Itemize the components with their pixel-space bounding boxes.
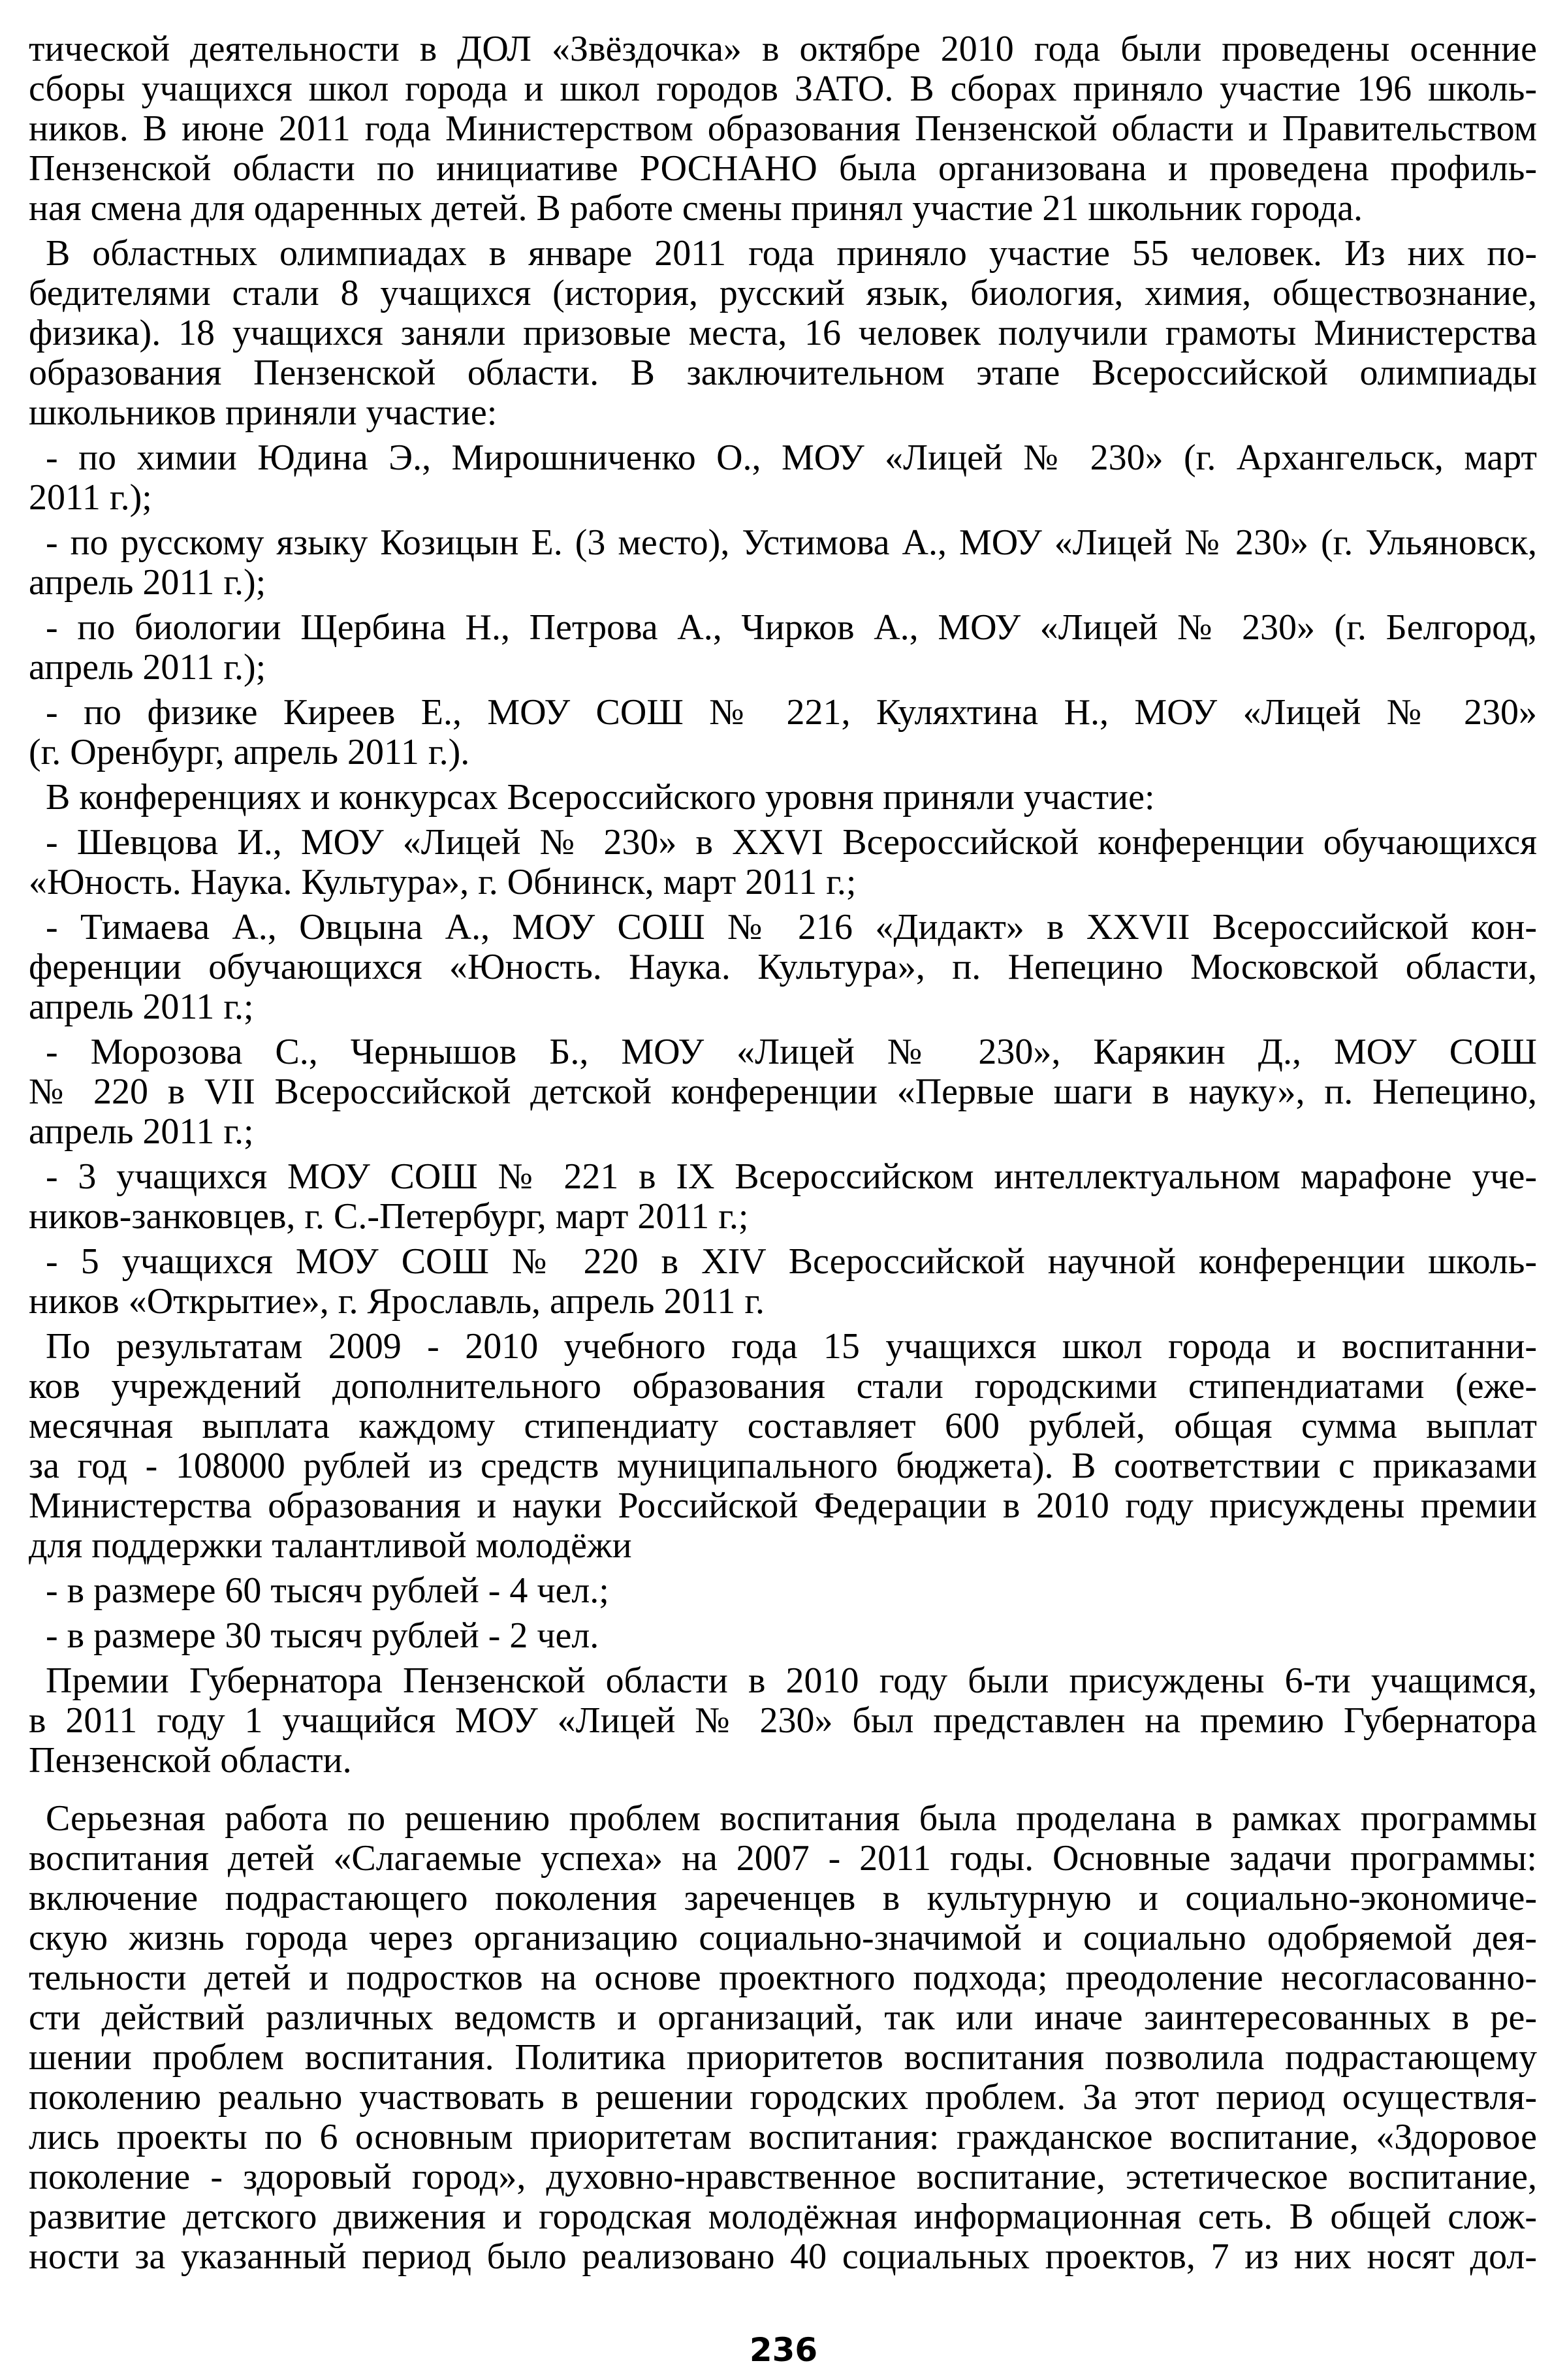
text-line: воспитания детей «Слагаемые успеха» на 2007 - 2011 годы. Основные задачи программы: bbox=[29, 1838, 1537, 1879]
page-number: 236 bbox=[749, 2331, 818, 2369]
text-line: № 220 в VII Всероссийской детской конференции «Первые шаги в науку», п. Непецино, bbox=[29, 1071, 1537, 1112]
text-line: Министерства образования и науки Российской Федерации в 2010 году присуждены премии bbox=[29, 1485, 1537, 1526]
text-line: В областных олимпиадах в январе 2011 года приняло участие 55 человек. Из них по- bbox=[46, 233, 1537, 274]
text-line: ференции обучающихся «Юность. Наука. Культура», п. Непецино Московской области, bbox=[29, 947, 1537, 987]
text-line: 2011 г.); bbox=[29, 477, 152, 518]
text-line: - по химии Юдина Э., Мирошниченко О., МОУ «Лицей № 230» (г. Архангельск, март bbox=[46, 437, 1537, 478]
text-line: шении проблем воспитания. Политика приоритетов воспитания позволила подрастающему bbox=[29, 2037, 1537, 2078]
text-line: ников-занковцев, г. С.-Петербург, март 2011 г.; bbox=[29, 1196, 749, 1237]
text-line: - по русскому языку Козицын Е. (3 место), Устимова А., МОУ «Лицей № 230» (г. Ульяновск, bbox=[46, 522, 1537, 563]
text-line: апрель 2011 г.); bbox=[29, 647, 266, 688]
text-line: лись проекты по 6 основным приоритетам воспитания: гражданское воспитание, «Здоровое bbox=[29, 2117, 1537, 2157]
text-line: за год - 108000 рублей из средств муниципального бюджета). В соответствии с приказами bbox=[29, 1446, 1537, 1486]
text-line: - по биологии Щербина Н., Петрова А., Чирков А., МОУ «Лицей № 230» (г. Белгород, bbox=[46, 607, 1537, 648]
text-line: - Шевцова И., МОУ «Лицей № 230» в XXVI Всероссийской конференции обучающихся bbox=[46, 822, 1537, 863]
text-line: апрель 2011 г.; bbox=[29, 987, 254, 1027]
text-line: ков учреждений дополнительного образования стали городскими стипендиатами (еже- bbox=[29, 1366, 1537, 1406]
paragraph bbox=[29, 1799, 1537, 2277]
paragraph bbox=[29, 778, 1537, 817]
text-line: бедителями стали 8 учащихся (история, русский язык, биология, химия, обществознание, bbox=[29, 273, 1537, 313]
text-line: физика). 18 учащихся заняли призовые места, 16 человек получили грамоты Министерства bbox=[29, 313, 1537, 353]
paragraph bbox=[29, 908, 1537, 1027]
text-line: в 2011 году 1 учащийся МОУ «Лицей № 230» был представлен на премию Губернатора bbox=[29, 1700, 1537, 1741]
paragraph bbox=[29, 608, 1537, 688]
paragraph bbox=[29, 1242, 1537, 1322]
paragraph bbox=[29, 523, 1537, 603]
text-line: - 5 учащихся МОУ СОШ № 220 в XIV Всероссийской научной конференции школь- bbox=[46, 1241, 1537, 1282]
text-line: ная смена для одаренных детей. В работе смены принял участие 21 школьник города. bbox=[29, 188, 1363, 229]
text-line: апрель 2011 г.); bbox=[29, 562, 266, 603]
text-line: - Тимаева А., Овцына А., МОУ СОШ № 216 «Дидакт» в XXVII Всероссийской кон- bbox=[46, 907, 1537, 947]
text-line: Премии Губернатора Пензенской области в 2010 году были присуждены 6-ти учащимся, bbox=[46, 1660, 1537, 1701]
text-line: - по физике Киреев Е., МОУ СОШ № 221, Куляхтина Н., МОУ «Лицей № 230» bbox=[46, 692, 1537, 733]
text-line: Пензенской области по инициативе РОСНАНО была организована и проведена профиль- bbox=[29, 148, 1537, 189]
text-line: поколению реально участвовать в решении городских проблем. За этот период осуществля- bbox=[29, 2077, 1537, 2118]
text-line: - в размере 60 тысяч рублей - 4 чел.; bbox=[46, 1570, 609, 1611]
text-line: - в размере 30 тысяч рублей - 2 чел. bbox=[46, 1615, 599, 1656]
text-line: апрель 2011 г.; bbox=[29, 1111, 254, 1152]
paragraph bbox=[29, 1327, 1537, 1566]
text-line: ности за указанный период было реализовано 40 социальных проектов, 7 из них носят дол- bbox=[29, 2236, 1537, 2277]
text-line: образования Пензенской области. В заключительном этапе Всероссийской олимпиады bbox=[29, 353, 1537, 393]
text-line: поколение - здоровый город», духовно-нравственное воспитание, эстетическое воспитание, bbox=[29, 2157, 1537, 2197]
text-line: Пензенской области. bbox=[29, 1740, 352, 1781]
text-line: развитие детского движения и городская молодёжная информационная сеть. В общей слож- bbox=[29, 2197, 1537, 2237]
text-line: - Морозова С., Чернышов Б., МОУ «Лицей № 230», Карякин Д., МОУ СОШ bbox=[46, 1032, 1537, 1072]
text-line: (г. Оренбург, апрель 2011 г.). bbox=[29, 732, 470, 772]
text-line: Серьезная работа по решению проблем воспитания была проделана в рамках программы bbox=[46, 1798, 1537, 1839]
text-line: скую жизнь города через организацию социально-значимой и социально одобряемой дея- bbox=[29, 1918, 1537, 1958]
paragraph bbox=[29, 823, 1537, 902]
text-line: сборы учащихся школ города и школ городов ЗАТО. В сборах приняло участие 196 школь- bbox=[29, 69, 1537, 109]
text-line: ников «Открытие», г. Ярославль, апрель 2011 г. bbox=[29, 1281, 765, 1322]
text-line: По результатам 2009 - 2010 учебного года 15 учащихся школ города и воспитанни- bbox=[46, 1326, 1537, 1367]
text-line: месячная выплата каждому стипендиату составляет 600 рублей, общая сумма выплат bbox=[29, 1406, 1537, 1446]
document-body bbox=[29, 29, 1537, 2277]
paragraph bbox=[29, 29, 1537, 229]
paragraph bbox=[29, 1661, 1537, 1781]
text-line: В конференциях и конкурсах Всероссийского уровня приняли участие: bbox=[46, 777, 1155, 817]
paragraph bbox=[29, 1571, 1537, 1611]
text-line: школьников приняли участие: bbox=[29, 392, 498, 433]
text-line: ников. В июне 2011 года Министерством образования Пензенской области и Правительством bbox=[29, 108, 1537, 149]
paragraph bbox=[29, 1616, 1537, 1656]
text-line: для поддержки талантливой молодёжи bbox=[29, 1525, 632, 1566]
text-line: включение подрастающего поколения зареченцев в культурную и социально-экономиче- bbox=[29, 1878, 1537, 1918]
paragraph bbox=[29, 1157, 1537, 1237]
text-line: «Юность. Наука. Культура», г. Обнинск, март 2011 г.; bbox=[29, 862, 857, 902]
text-line: - 3 учащихся МОУ СОШ № 221 в IX Всероссийском интеллектуальном марафоне уче- bbox=[46, 1156, 1537, 1197]
paragraph bbox=[29, 438, 1537, 518]
paragraph bbox=[29, 693, 1537, 772]
text-line: сти действий различных ведомств и организаций, так или иначе заинтересованных в ре- bbox=[29, 1997, 1537, 2038]
paragraph bbox=[29, 1032, 1537, 1152]
text-line: тической деятельности в ДОЛ «Звёздочка» в октябре 2010 года были проведены осенние bbox=[29, 29, 1537, 69]
text-line: тельности детей и подростков на основе проектного подхода; преодоление несогласованно- bbox=[29, 1958, 1537, 1998]
paragraph bbox=[29, 234, 1537, 433]
